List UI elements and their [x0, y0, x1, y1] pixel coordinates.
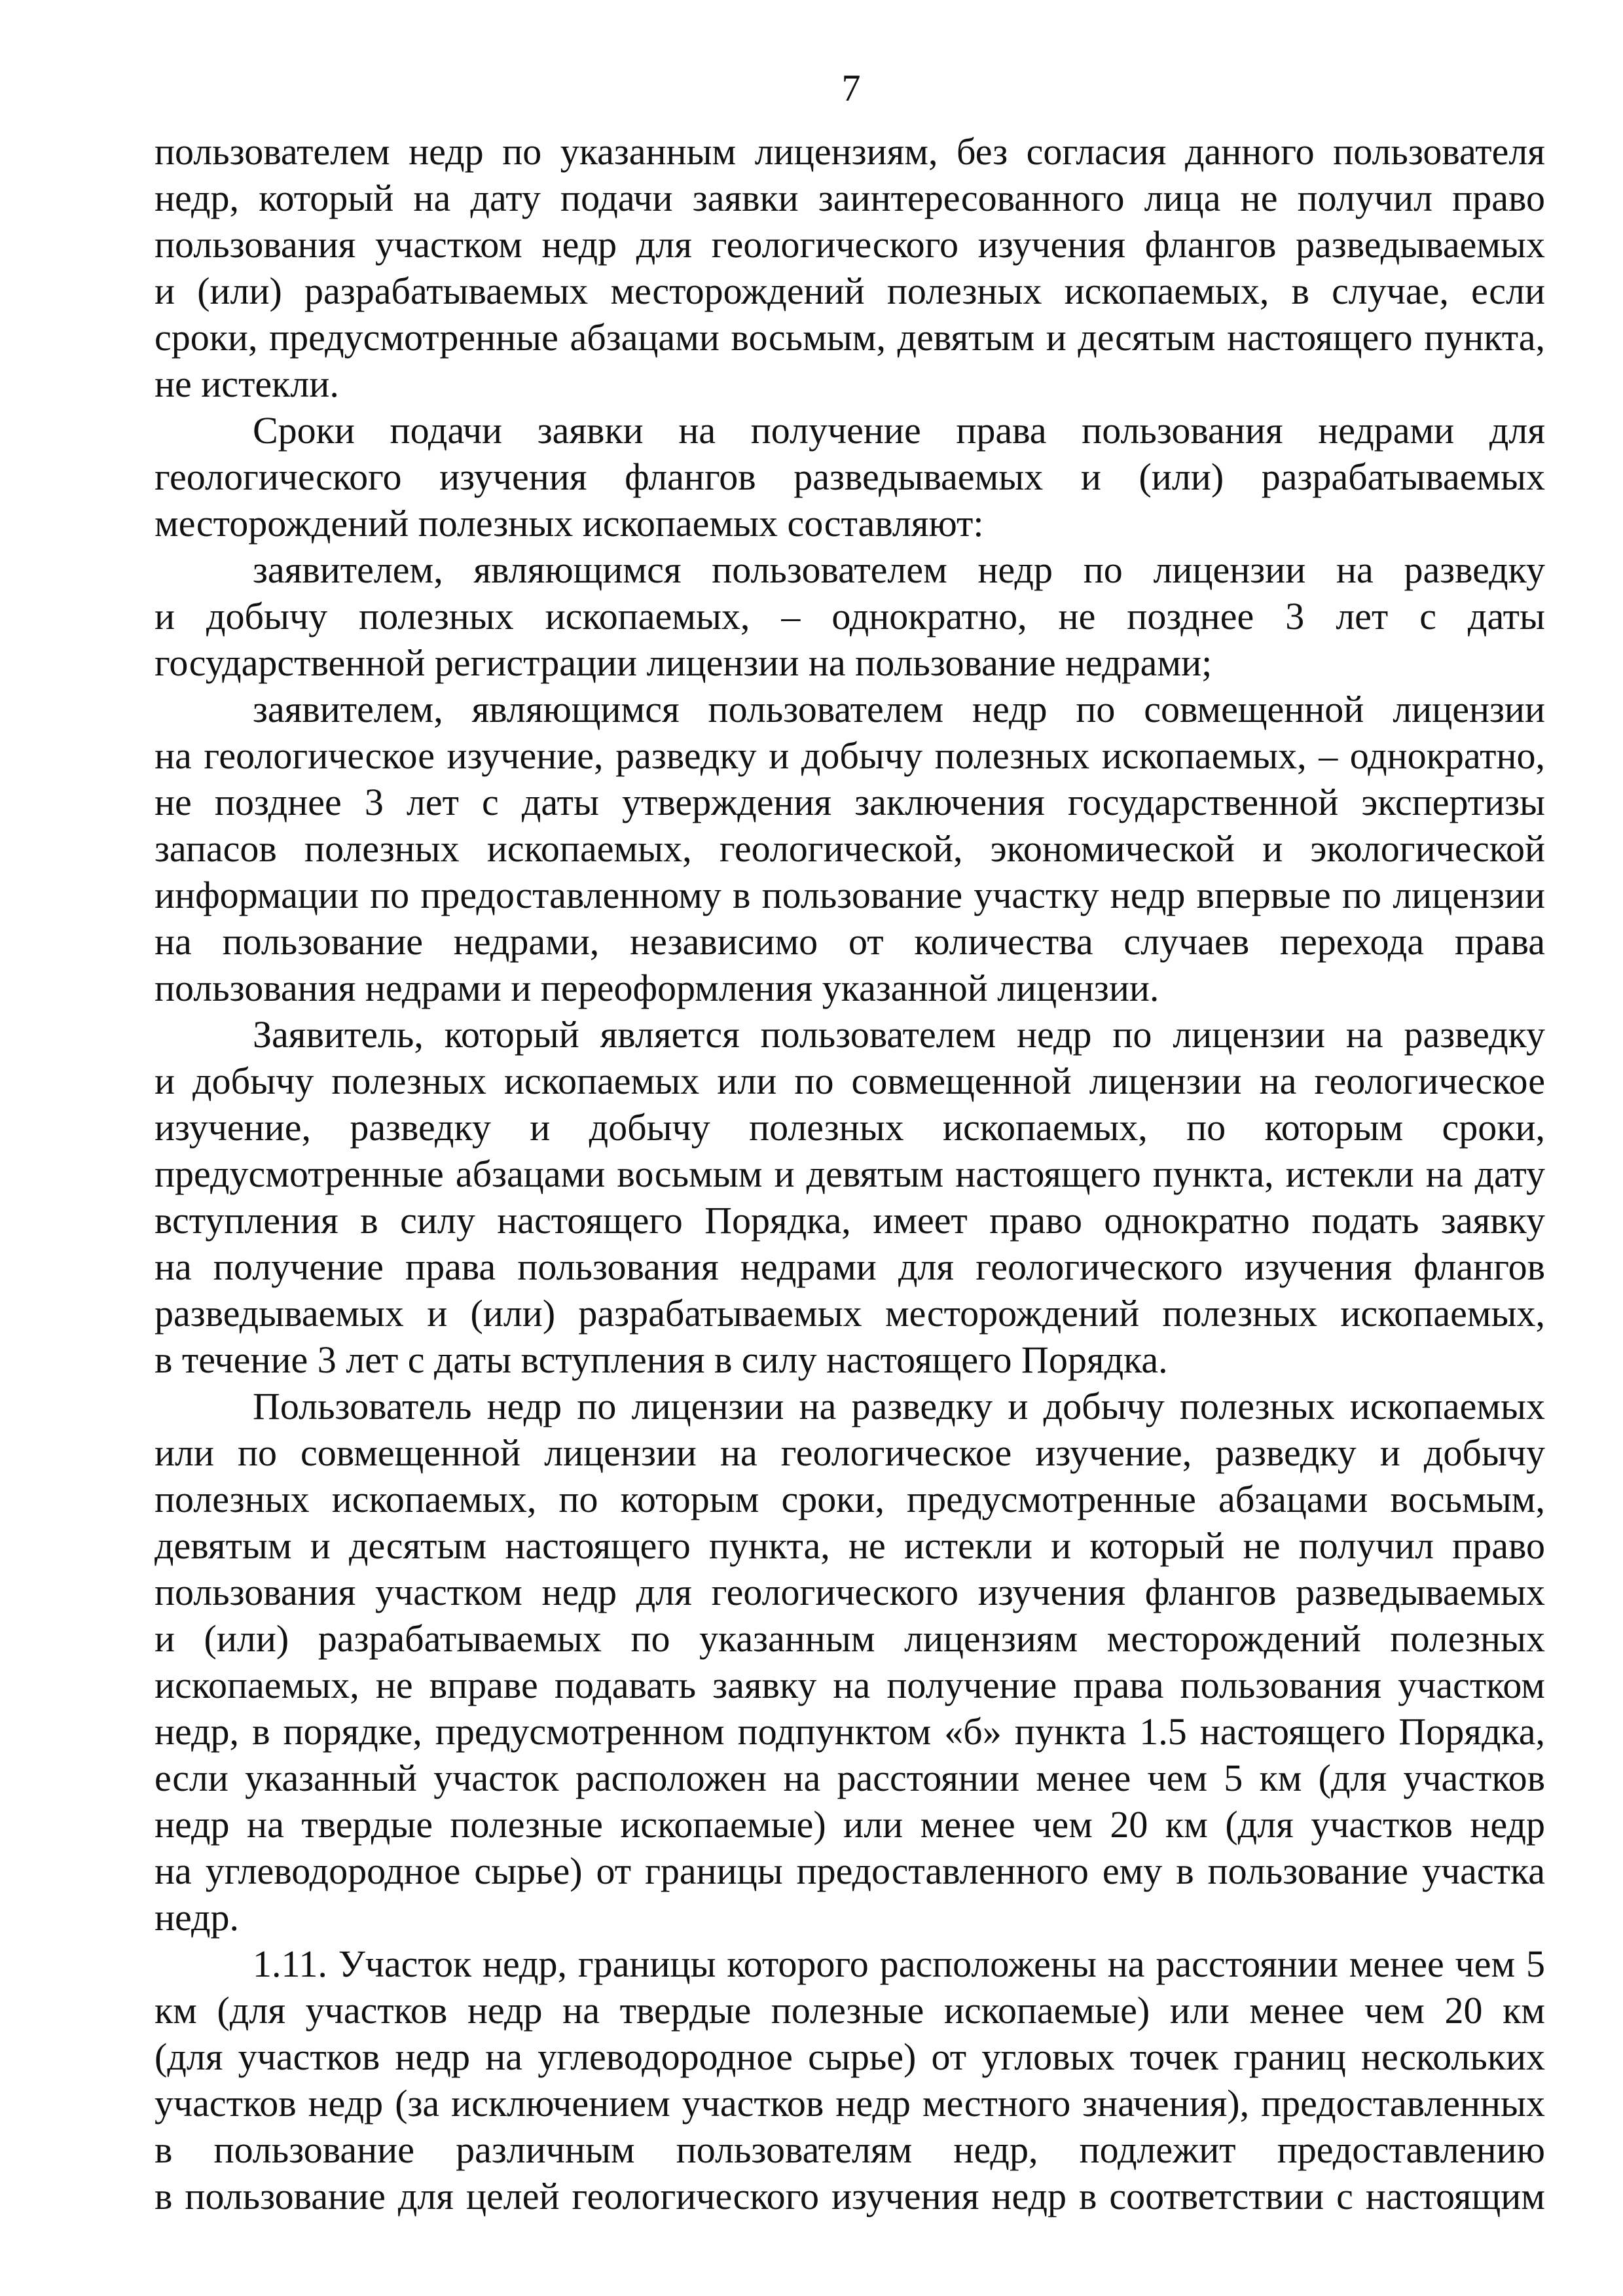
text-line: если указанный участок расположен на расстоянии менее чем 5 км (для участков [155, 1757, 1545, 1799]
text-line: недр, который на дату подачи заявки заинтересованного лица не получил право [155, 177, 1545, 219]
paragraph [155, 1383, 1545, 1941]
text-line: информации по предоставленному в пользование участку недр впервые по лицензии [155, 874, 1545, 916]
text-line: полезных ископаемых, по которым сроки, предусмотренные абзацами восьмым, [155, 1478, 1545, 1520]
text-line: Пользователь недр по лицензии на разведку и добычу полезных ископаемых [253, 1385, 1545, 1427]
text-line: пользования участком недр для геологического изучения флангов разведываемых [155, 1571, 1545, 1613]
text-line: Сроки подачи заявки на получение права пользования недрами для [253, 409, 1545, 452]
paragraph [155, 1011, 1545, 1383]
text-line: геологического изучения флангов разведываемых и (или) разрабатываемых [155, 456, 1545, 498]
text-line: заявителем, являющимся пользователем недр по лицензии на разведку [253, 548, 1545, 591]
text-line: ископаемых, не вправе подавать заявку на получение права пользования участком [155, 1664, 1545, 1706]
text-line: предусмотренные абзацами восьмым и девятым настоящего пункта, истекли на дату [155, 1153, 1545, 1195]
text-line: пользователем недр по указанным лицензиям, без согласия данного пользователя [155, 130, 1545, 173]
text-line: 1.11. Участок недр, границы которого расположены на расстоянии менее чем 5 [253, 1943, 1545, 1985]
text-line: заявителем, являющимся пользователем недр по совмещенной лицензии [253, 688, 1545, 730]
paragraph [155, 547, 1545, 686]
text-line: запасов полезных ископаемых, геологической, экономической и экологической [155, 827, 1545, 870]
text-line: в течение 3 лет с даты вступления в силу настоящего Порядка. [155, 1338, 1168, 1381]
text-line: на геологическое изучение, разведку и добычу полезных ископаемых, – однократно, [155, 734, 1545, 777]
text-line: месторождений полезных ископаемых составляют: [155, 502, 984, 545]
paragraph [155, 407, 1545, 547]
paragraph [155, 128, 1545, 407]
text-line: вступления в силу настоящего Порядка, имеет право однократно подать заявку [155, 1199, 1545, 1242]
text-line: девятым и десятым настоящего пункта, не истекли и который не получил право [155, 1524, 1545, 1567]
text-line: государственной регистрации лицензии на пользование недрами; [155, 641, 1213, 684]
text-line: не позднее 3 лет с даты утверждения заключения государственной экспертизы [155, 781, 1545, 823]
text-line: и добычу полезных ископаемых или по совмещенной лицензии на геологическое [155, 1060, 1545, 1102]
document-body [155, 128, 1545, 2219]
text-line: в пользование для целей геологического изучения недр в соответствии с настоящим [155, 2175, 1545, 2217]
text-line: и добычу полезных ископаемых, – однократно, не позднее 3 лет с даты [155, 595, 1545, 637]
text-line: и (или) разрабатываемых месторождений полезных ископаемых, в случае, если [155, 270, 1545, 312]
text-line: на углеводородное сырье) от границы предоставленного ему в пользование участка [155, 1850, 1545, 1892]
text-line: (для участков недр на углеводородное сырье) от угловых точек границ нескольких [155, 2036, 1545, 2078]
text-line: пользования участком недр для геологического изучения флангов разведываемых [155, 223, 1545, 266]
text-line: изучение, разведку и добычу полезных ископаемых, по которым сроки, [155, 1106, 1545, 1149]
text-line: на пользование недрами, независимо от количества случаев перехода права [155, 920, 1545, 963]
text-line: и (или) разрабатываемых по указанным лицензиям месторождений полезных [155, 1617, 1545, 1660]
text-line: разведываемых и (или) разрабатываемых месторождений полезных ископаемых, [155, 1292, 1545, 1335]
text-line: пользования недрами и переоформления указанной лицензии. [155, 967, 1159, 1009]
page-number: 7 [841, 67, 861, 109]
text-line: недр, в порядке, предусмотренном подпунктом «б» пункта 1.5 настоящего Порядка, [155, 1710, 1545, 1753]
text-line: недр. [155, 1896, 240, 1939]
paragraph [155, 1941, 1545, 2219]
text-line: участков недр (за исключением участков недр местного значения), предоставленных [155, 2082, 1545, 2125]
text-line: сроки, предусмотренные абзацами восьмым, девятым и десятым настоящего пункта, [155, 316, 1545, 359]
text-line: не истекли. [155, 363, 339, 405]
text-line: в пользование различным пользователям недр, подлежит предоставлению [155, 2128, 1545, 2171]
text-line: или по совмещенной лицензии на геологическое изучение, разведку и добычу [155, 1431, 1545, 1474]
text-line: недр на твердые полезные ископаемые) или менее чем 20 км (для участков недр [155, 1803, 1545, 1846]
text-line: Заявитель, который является пользователем недр по лицензии на разведку [253, 1013, 1545, 1056]
text-line: км (для участков недр на твердые полезные ископаемые) или менее чем 20 км [155, 1989, 1545, 2032]
paragraph [155, 686, 1545, 1011]
text-line: на получение права пользования недрами для геологического изучения флангов [155, 1246, 1545, 1288]
